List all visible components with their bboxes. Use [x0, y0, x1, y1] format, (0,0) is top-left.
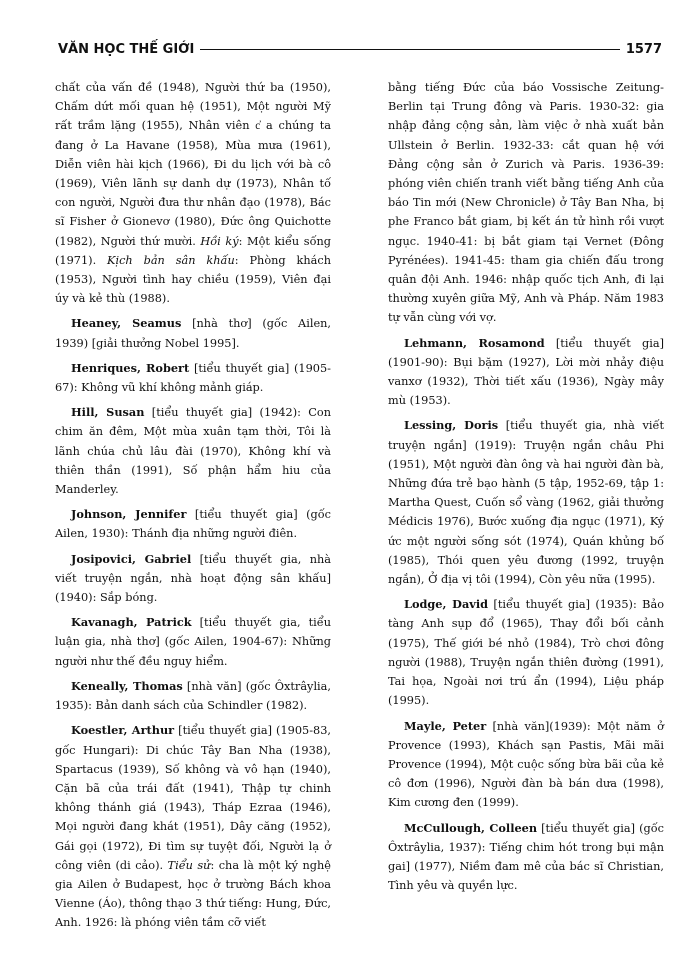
left-column: [55, 78, 331, 939]
entry-text: [tiểu thuyết gia] (gốc Ailen, 1930): Thánh địa những người điên.: [55, 508, 332, 541]
dictionary-entry: [55, 550, 331, 608]
entry-text: [tiểu thuyết gia, tiểu luận gia, nhà thơ] (gốc Ailen, 1904-67): Những người như thế đều nguy hiểm.: [55, 616, 331, 668]
dictionary-entry: [388, 416, 664, 589]
entry-author-name: McCullough, Colleen: [404, 820, 538, 835]
entry-author-name: Josipovici, Gabriel: [71, 551, 192, 566]
entry-genre-label: Tiểu sử: [167, 858, 211, 872]
dictionary-entry: [55, 721, 331, 932]
entry-text: [tiểu thuyết gia] (1905-67): Không vũ khí không mảnh giáp.: [55, 361, 331, 395]
running-header: [58, 40, 662, 58]
page-number: 1577: [625, 41, 662, 57]
entry-author-name: Mayle, Peter: [404, 718, 487, 733]
entry-author-name: Lessing, Doris: [404, 418, 499, 433]
entry-author-name: Lehmann, Rosamond: [404, 335, 545, 350]
dictionary-entry: [55, 677, 331, 715]
dictionary-entry: [388, 334, 664, 411]
entry-text: [nhà văn] (gốc Ôxtrâylia, 1935): Bản danh sách của Schindler (1982).: [55, 679, 331, 713]
dictionary-entry: [55, 359, 331, 397]
dictionary-entry: [55, 403, 331, 499]
entry-text: [nhà thơ] (gốc Ailen, 1939) [giải thưởng Nobel 1995].: [55, 317, 331, 350]
entry-author-name: Lodge, David: [404, 597, 489, 612]
entry-text: bằng tiếng Đức của báo Vossische Zeitung-Berlin tại Trung đông và Paris. 1930-32: gia nhập đảng cộng sản, làm việc ở nhà xuất bản Ullstein ở Berlin. 1932-33: cắt quan hệ với Đảng cộng sản ở Zurich và Paris. 1936-39: phóng viên chiến tranh viết bằng tiếng Anh của báo Tin mới (New Chronicle) ở Tây Ban Nha, bị phe Franco bắt giam, bị kết án tử hình rồi vượt ngục. 1940-41: bị bắt giam tại Vernet (Đông Pyrénées). 1941-45: tham gia chiến đấu trong quân đội Anh. 1946: nhập quốc tịch Anh, đi lại thường xuyên giữa Mỹ, Anh và Pháp. Năm 1983 tự vẫn cùng với vợ.: [388, 81, 664, 325]
entry-text: chất của vấn đề (1948), Người thứ ba (1950), Chấm dứt mối quan hệ (1951), Một người Mỹ rất trầm lặng (1955), Nhân viên c҆ a chúng ta đang ở La Havane (1958), Mùa mưa (1961), Diễn viên hài kịch (1966), Đi du lịch với bà cô (1969), Viên lãnh sự danh dự (1973), Nhân tố con người, Người đưa thư nhân đạo (1978), Bác sĩ Fisher ở Gionevơ (1980), Đức ông Quichotte (1982), Người thứ mười.: [55, 81, 331, 248]
entry-author-name: Henriques, Robert: [71, 360, 190, 375]
entry-continuation: [388, 78, 664, 328]
dictionary-entry: [55, 314, 331, 352]
entry-text: [tiểu thuyết gia] (1901-90): Bụi bặm (1927), Lời mời nhảy điệu vanxơ (1932), Thời tiết xấu (1936), Ngày mây mù (1953).: [388, 336, 664, 408]
entry-text: [tiểu thuyết gia] (gốc Ôxtrâylia, 1937): Tiếng chim hót trong bụi mận gai] (1977), Niềm đam mê của bác sĩ Christian, Tình yêu và quyền lực.: [388, 821, 664, 893]
entry-text: [tiểu thuyết gia] (1905-83, gốc Hungari): Di chúc Tây Ban Nha (1938), Spartacus (1939), Số không và vô hạn (1940), Cặn bã của trái đất (1941), Thập tự chinh không thánh giá (1943), Tháp Ezraa (1946), Mọi người đang khát (1951), Dây căng (1952), Gái gọi (1972), Đi tìm sự tuyệt đối, Người lạ ở công viên (di cảo).: [55, 724, 331, 872]
entry-author-name: Keneally, Thomas: [71, 678, 183, 693]
entry-text: [tiểu thuyết gia, nhà viết truyện ngắn] (1919): Truyện ngắn châu Phi (1951), Một người đàn ông và hai người đàn bà, Những đứa trẻ bạo hành (5 tập, 1952-69, tập 1: Martha Quest, Cuốn sổ vàng (1962, giải thưởng Médicis 1976), Bước xuống địa ngục (1971), Ký ức một người sống sót (1974), Quán khủng bố (1985), Thói quen yêu đương (1992, truyện ngắn), Ở địa vị tôi (1994), Còn yêu nữa (1995).: [388, 419, 664, 587]
entry-author-name: Koestler, Arthur: [71, 723, 175, 738]
entry-author-name: Heaney, Seamus: [71, 316, 182, 331]
running-title: VĂN HỌC THẾ GIỚI: [58, 41, 195, 57]
entry-text: [tiểu thuyết gia] (1935): Bảo tàng Anh sụp đổ (1965), Thay đổi bối cảnh (1975), Thế giới bé nhỏ (1984), Trò chơi đông người (1988), Truyện ngắn thiên đường (1991), Tai họa, Ngoài nơi trú ẩn (1994), Liệu pháp (1995).: [388, 598, 664, 708]
entry-author-name: Kavanagh, Patrick: [71, 615, 192, 630]
entry-author-name: Hill, Susan: [71, 405, 145, 420]
dictionary-entry: [388, 595, 664, 710]
entry-genre-label: Hồi ký: [200, 234, 239, 248]
entry-text: [nhà văn](1939): Một năm ở Provence (1993), Khách sạn Pastis, Mãi mãi Provence (1994), Một cuộc sống bừa bãi của kẻ cô đơn (1996), Người đàn bà bán dưa (1998), Kim cương đen (1999).: [388, 719, 664, 810]
entry-text: [tiểu thuyết gia] (1942): Con chim ăn đêm, Một mùa xuân tạm thời, Tôi là lãnh chúa chủ lâu đài (1970), Không khí và thiên thần (1991), Số phận hẩm hiu của Manderley.: [55, 406, 331, 497]
entry-text: : cha là một ký nghệ gia Ailen ở Budapest, học ở trường Bách khoa Vienne (Áo), thông thạo 3 thứ tiếng: Hung, Đức, Anh. 1926: là phóng viên tầm cỡ viết: [55, 858, 331, 930]
dictionary-entry: [388, 717, 664, 813]
right-column: [388, 78, 664, 901]
entry-text: : Một kiểu sống (1971).: [55, 234, 331, 267]
dictionary-entry: [55, 613, 331, 671]
entry-author-name: Johnson, Jennifer: [71, 507, 187, 522]
entry-continuation: [55, 78, 331, 308]
dictionary-entry: [55, 505, 331, 543]
entry-text: : Phòng khách (1953), Người tình hay chiều (1959), Viên đại úy và kẻ thù (1988).: [55, 253, 331, 306]
entry-genre-label: Kịch bản sân khấu: [107, 253, 235, 267]
entry-text: [tiểu thuyết gia, nhà viết truyện ngắn, nhà hoạt động sân khấu] (1940): Sắp bóng.: [55, 552, 331, 605]
header-rule: [200, 49, 619, 50]
dictionary-entry: [388, 819, 664, 896]
